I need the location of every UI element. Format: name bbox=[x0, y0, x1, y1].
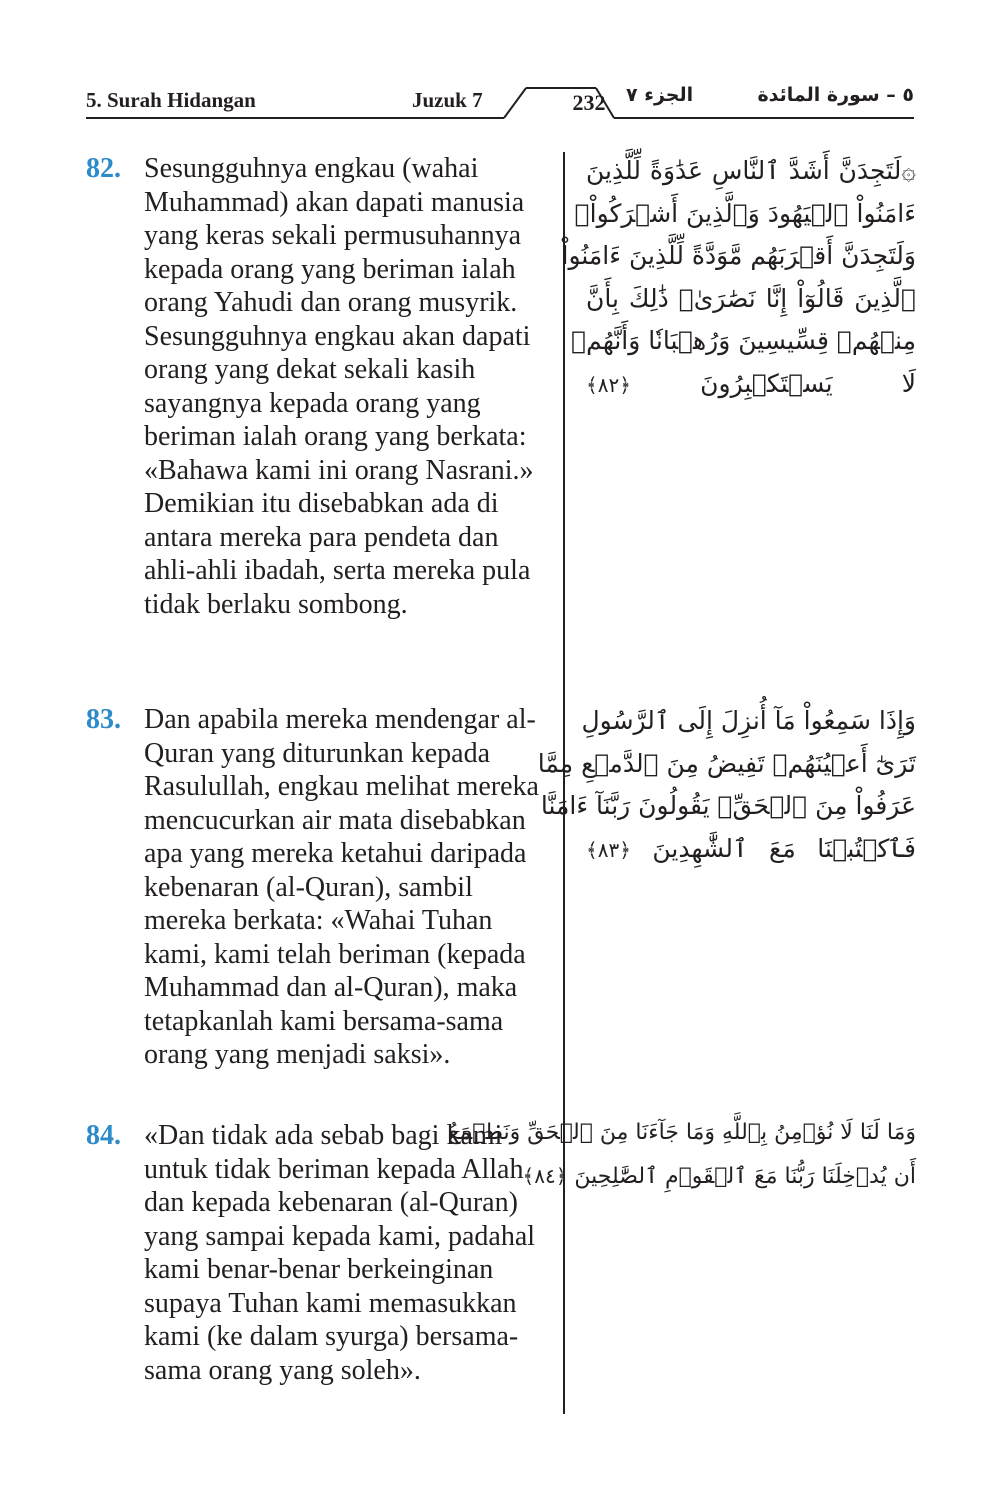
verse-translation-text: Sesungguhnya engkau (wahai Muhammad) akan dapati manusia yang keras sekali permusuhannya kepada orang yang beriman ialah orang Yahudi dan orang musyrik. Sesungguhnya engkau akan dapati orang yang dekat sekali kasih sayangnya kepada orang yang beriman ialah orang yang berkata: «Bahawa kami ini orang Nasrani.» Demikian itu disebabkan ada di antara mereka para pendeta dan ahli-ahli ibadah, serta mereka pula tidak berlaku sombong. bbox=[144, 153, 534, 620]
surah-title-latin: 5. Surah Hidangan bbox=[86, 88, 256, 112]
arabic-line-last bbox=[522, 1155, 916, 1199]
arabic-line: وَإِذَا سَمِعُواْ مَآ أُنزِلَ إِلَى ٱلرَّسُولِ bbox=[581, 706, 916, 735]
page-header bbox=[86, 84, 914, 124]
ayah-marker-number: ٨٤ bbox=[534, 1163, 556, 1188]
surah-title-arabic: ٥ – سورة المائدة bbox=[757, 84, 914, 106]
ayah-end-marker: ﴿٨٤﴾ bbox=[522, 1163, 568, 1188]
arabic-line: ٱلَّذِينَ قَالُوٓاْ إِنَّا نَصَٰرَىٰۚ ذَٰلِكَ بِأَنَّ bbox=[586, 283, 916, 313]
verse-translation-text: Dan apabila mereka mendengar al-Quran yang diturunkan kepada Rasulullah, engkau melihat mereka mencucurkan air mata disebabkan apa yang mereka ketahui daripada kebenaran (al-Quran), sambil mereka berkata: «Wahai Tuhan kami, kami telah beriman (kepada Muhammad dan al-Quran), maka tetapkanlah kami bersama-sama orang yang menjadi saksi». bbox=[144, 704, 539, 1070]
arabic-line-last bbox=[586, 828, 916, 872]
verse-84-arabic bbox=[447, 1112, 916, 1198]
verse-82-arabic bbox=[561, 150, 916, 406]
verse-translation-text: «Dan tidak ada sebab bagi kami untuk tidak beriman kepada Allah dan kepada kebenaran (al-Quran) yang sampai kepada kami, padahal kami benar-benar berkeinginan supaya Tuhan kami memasukkan kami (ke dalam syurga) bersama-sama orang yang soleh». bbox=[144, 1120, 536, 1386]
arabic-line-text: لَا يَسۡتَكۡبِرُونَ bbox=[700, 368, 916, 398]
ayah-marker-number: ٨٢ bbox=[597, 372, 620, 397]
arabic-line-last bbox=[586, 363, 916, 407]
ayah-end-marker: ﴿٨٢﴾ bbox=[586, 372, 631, 397]
verse-84-translation bbox=[86, 1119, 556, 1387]
juz-label-arabic: الجزء ٧ bbox=[626, 84, 694, 106]
ayah-end-marker: ﴿٨٣﴾ bbox=[586, 837, 631, 862]
arabic-line: وَلَتَجِدَنَّ أَقۡرَبَهُم مَّوَدَّةً لِّلَّذِينَ ءَامَنُواْ bbox=[561, 241, 916, 270]
arabic-line: مِنۡهُمۡ قِسِّيسِينَ وَرُهۡبَانٗا وَأَنَّهُمۡ bbox=[571, 326, 916, 355]
juz-label-latin: Juzuk 7 bbox=[412, 88, 483, 112]
arabic-line: ۞لَتَجِدَنَّ أَشَدَّ ٱلنَّاسِ عَدَٰوَةً لِّلَّذِينَ bbox=[586, 156, 916, 185]
arabic-line: تَرَىٰٓ أَعۡيُنَهُمۡ تَفِيضُ مِنَ ٱلدَّمۡعِ مِمَّا bbox=[537, 748, 916, 778]
ayah-marker-number: ٨٣ bbox=[597, 837, 620, 862]
verse-83-arabic bbox=[537, 700, 916, 871]
arabic-line: عَرَفُواْ مِنَ ٱلۡحَقِّۖ يَقُولُونَ رَبَّنَآ ءَامَنَّا bbox=[540, 791, 916, 820]
verse-number: 83. bbox=[86, 704, 121, 735]
arabic-line-text: فَٱكۡتُبۡنَا مَعَ ٱلشَّٰهِدِينَ bbox=[652, 833, 916, 863]
arabic-line: وَمَا لَنَا لَا نُؤۡمِنُ بِٱللَّهِ وَمَا جَآءَنَا مِنَ ٱلۡحَقِّ وَنَطۡمَعُ bbox=[447, 1120, 916, 1145]
arabic-line-text: أَن يُدۡخِلَنَا رَبُّنَا مَعَ ٱلۡقَوۡمِ ٱلصَّٰلِحِينَ bbox=[574, 1163, 916, 1189]
verse-number: 82. bbox=[86, 153, 121, 184]
verse-83-translation bbox=[86, 703, 556, 1072]
verse-82-translation bbox=[86, 152, 556, 621]
arabic-line: ءَامَنُواْ ٱلۡيَهُودَ وَٱلَّذِينَ أَشۡرَكُواْۖ bbox=[574, 198, 916, 228]
verse-number: 84. bbox=[86, 1120, 121, 1151]
page-number: 232 bbox=[572, 90, 606, 115]
